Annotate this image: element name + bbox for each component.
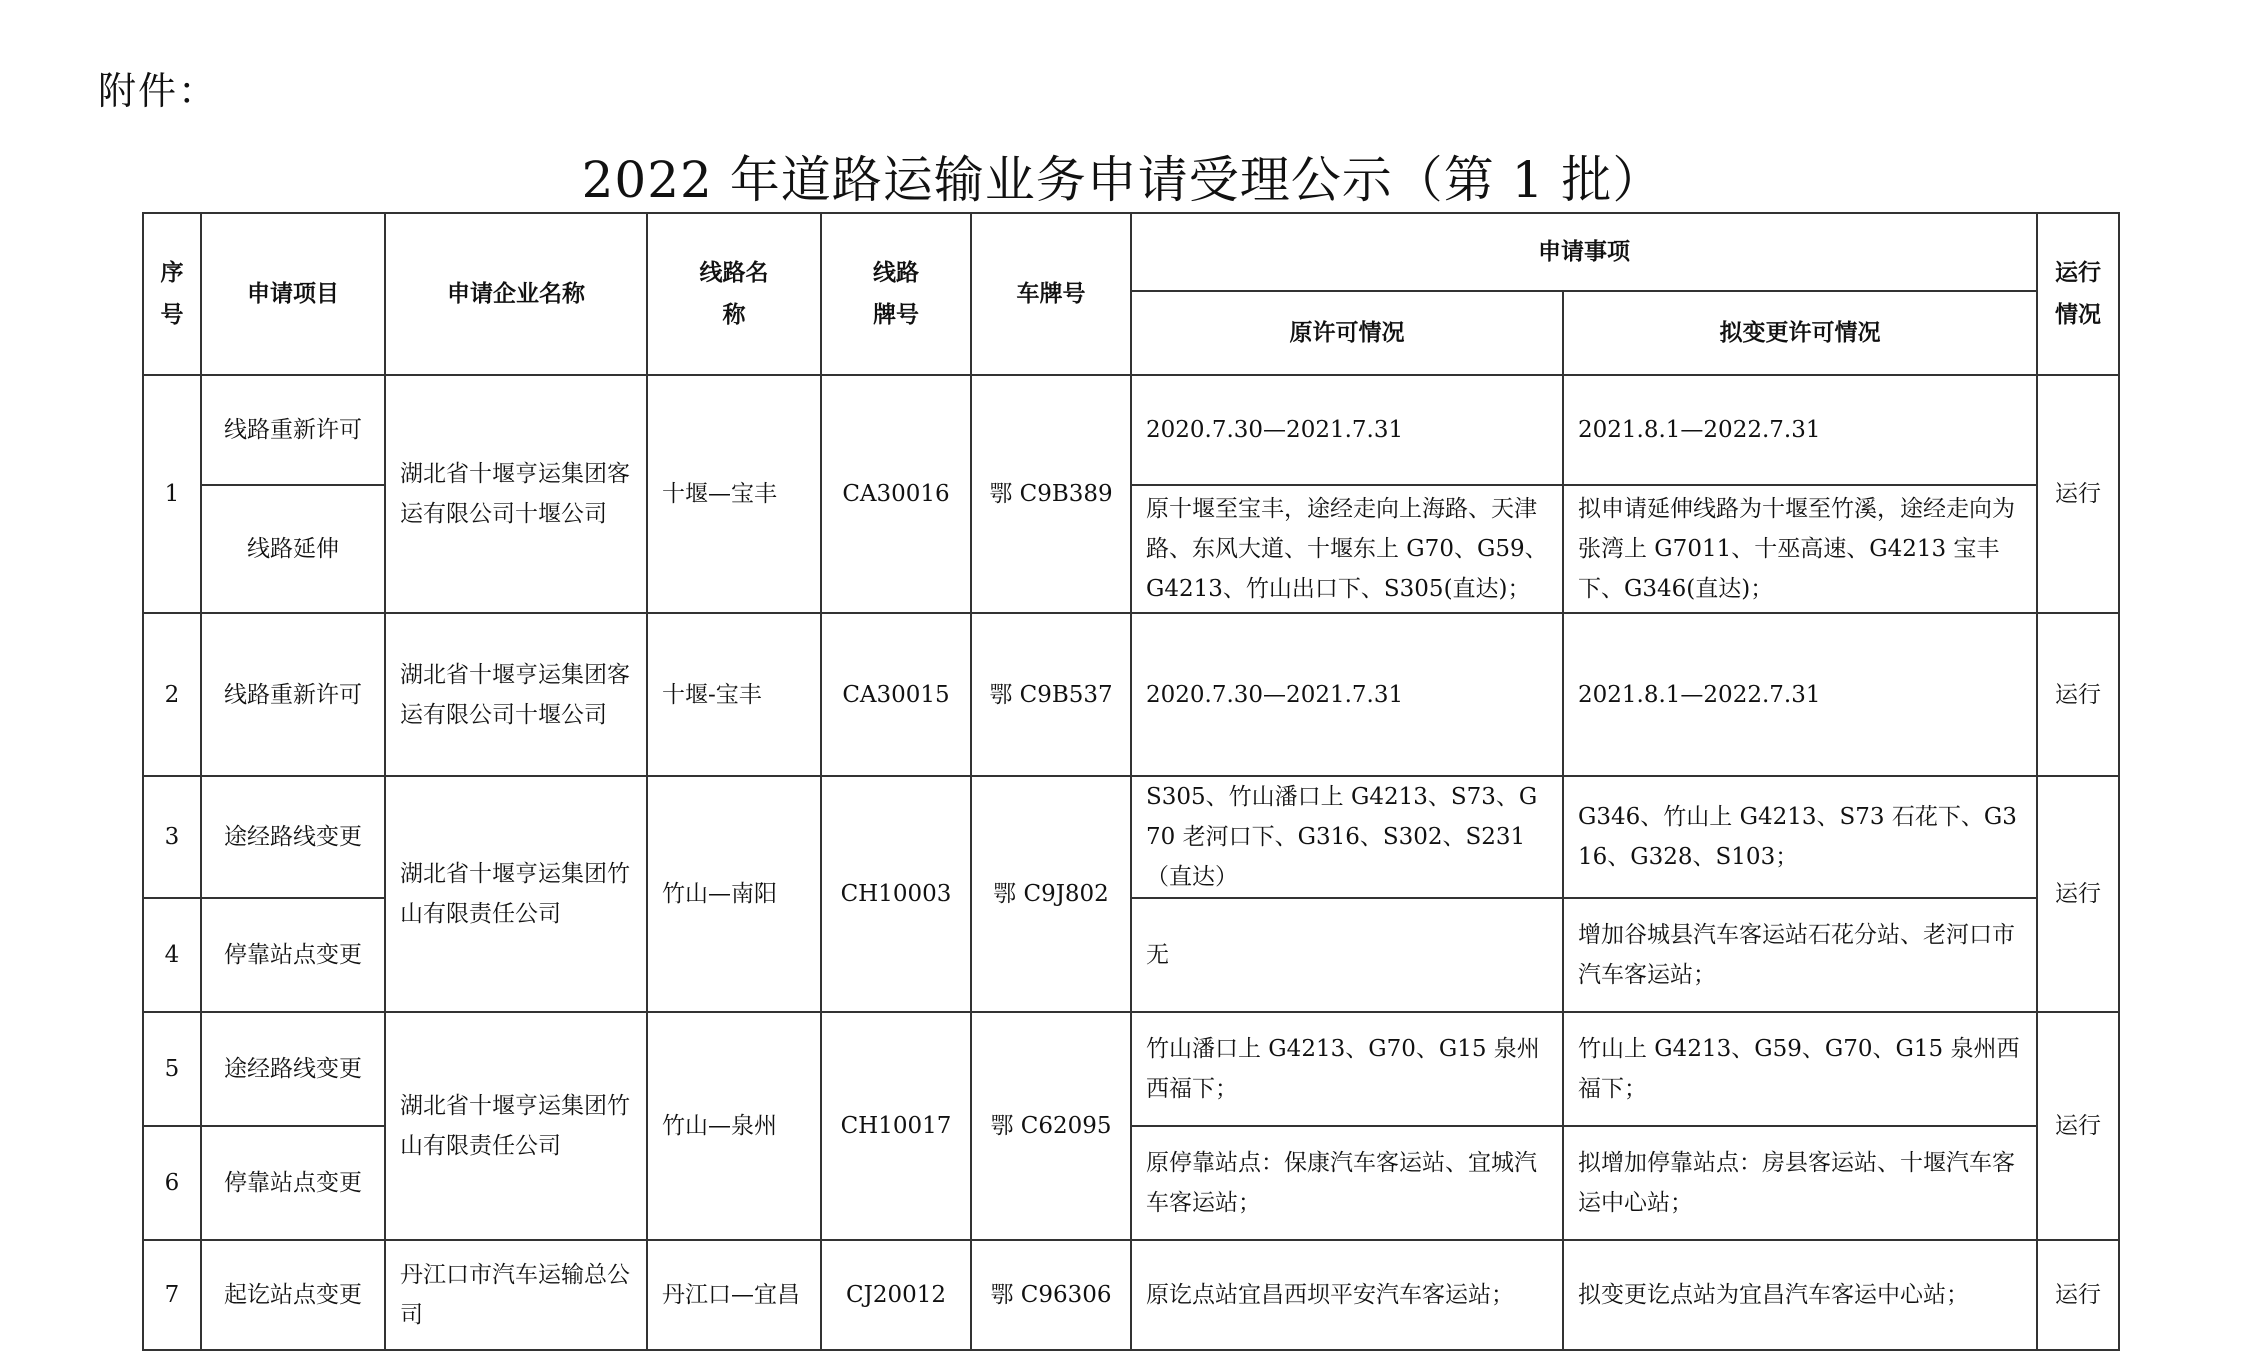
- cell-original: 2020.7.30—2021.7.31: [1131, 375, 1563, 485]
- table-row: [143, 613, 2119, 776]
- header-project: 申请项目: [201, 213, 385, 375]
- cell-status: 运行: [2037, 1012, 2119, 1240]
- cell-company: 湖北省十堰亨运集团竹山有限责任公司: [385, 776, 647, 1012]
- header-status: 运行情况: [2037, 213, 2119, 375]
- cell-seq: 2: [143, 613, 201, 776]
- cell-project: 线路重新许可: [201, 375, 385, 485]
- cell-plate: 鄂 C9B389: [971, 375, 1131, 613]
- cell-company: 丹江口市汽车运输总公司: [385, 1240, 647, 1350]
- cell-project: 途经路线变更: [201, 776, 385, 898]
- cell-proposed: 拟增加停靠站点：房县客运站、十堰汽车客运中心站；: [1563, 1126, 2037, 1240]
- cell-original: 原停靠站点：保康汽车客运站、宜城汽车客运站；: [1131, 1126, 1563, 1240]
- header-route-no: 线路牌号: [821, 213, 971, 375]
- cell-project: 途经路线变更: [201, 1012, 385, 1126]
- cell-company: 湖北省十堰亨运集团竹山有限责任公司: [385, 1012, 647, 1240]
- cell-original: 2020.7.30—2021.7.31: [1131, 613, 1563, 776]
- cell-seq: 6: [143, 1126, 201, 1240]
- page-title: 2022 年道路运输业务申请受理公示（第 1 批）: [581, 151, 1664, 209]
- table-row: [143, 1240, 2119, 1350]
- cell-route-no: CA30015: [821, 613, 971, 776]
- cell-project: 起讫站点变更: [201, 1240, 385, 1350]
- cell-status: 运行: [2037, 776, 2119, 1012]
- cell-status: 运行: [2037, 1240, 2119, 1350]
- cell-status: 运行: [2037, 613, 2119, 776]
- cell-project: 线路延伸: [201, 485, 385, 613]
- cell-route-name: 十堰-宝丰: [647, 613, 821, 776]
- cell-route-no: CA30016: [821, 375, 971, 613]
- header-matters: 申请事项: [1131, 213, 2037, 291]
- cell-project: 停靠站点变更: [201, 898, 385, 1012]
- cell-company: 湖北省十堰亨运集团客运有限公司十堰公司: [385, 375, 647, 613]
- cell-seq: 3: [143, 776, 201, 898]
- cell-proposed: 增加谷城县汽车客运站石花分站、老河口市汽车客运站；: [1563, 898, 2037, 1012]
- cell-proposed: 拟变更讫点站为宜昌汽车客运中心站；: [1563, 1240, 2037, 1350]
- attachment-label: 附件：: [98, 69, 219, 113]
- cell-project: 停靠站点变更: [201, 1126, 385, 1240]
- cell-project: 线路重新许可: [201, 613, 385, 776]
- cell-proposed: G346、竹山上 G4213、S73 石花下、G316、G328、S103；: [1563, 776, 2037, 898]
- cell-company: 湖北省十堰亨运集团客运有限公司十堰公司: [385, 613, 647, 776]
- cell-route-no: CJ20012: [821, 1240, 971, 1350]
- header-proposed: 拟变更许可情况: [1563, 291, 2037, 375]
- application-table: [142, 212, 2120, 1351]
- cell-route-name: 十堰—宝丰: [647, 375, 821, 613]
- table-row: [143, 1012, 2119, 1126]
- header-seq: 序号: [143, 213, 201, 375]
- cell-proposed: 拟申请延伸线路为十堰至竹溪，途经走向为张湾上 G7011、十巫高速、G4213 宝丰下、G346(直达)；: [1563, 485, 2037, 613]
- cell-original: 原讫点站宜昌西坝平安汽车客运站；: [1131, 1240, 1563, 1350]
- header-route-name: 线路名称: [647, 213, 821, 375]
- cell-plate: 鄂 C62095: [971, 1012, 1131, 1240]
- cell-proposed: 竹山上 G4213、G59、G70、G15 泉州西福下；: [1563, 1012, 2037, 1126]
- cell-route-name: 竹山—泉州: [647, 1012, 821, 1240]
- cell-seq: 4: [143, 898, 201, 1012]
- cell-route-no: CH10003: [821, 776, 971, 1012]
- cell-seq: 1: [143, 375, 201, 613]
- cell-route-no: CH10017: [821, 1012, 971, 1240]
- cell-status: 运行: [2037, 375, 2119, 613]
- cell-original: 原十堰至宝丰，途经走向上海路、天津路、东风大道、十堰东上 G70、G59、G4213、竹山出口下、S305(直达)；: [1131, 485, 1563, 613]
- cell-proposed: 2021.8.1—2022.7.31: [1563, 613, 2037, 776]
- table-row: [143, 375, 2119, 485]
- header-plate: 车牌号: [971, 213, 1131, 375]
- cell-seq: 7: [143, 1240, 201, 1350]
- cell-original: 竹山潘口上 G4213、G70、G15 泉州西福下；: [1131, 1012, 1563, 1126]
- cell-original: S305、竹山潘口上 G4213、S73、G70 老河口下、G316、S302、S231（直达）: [1131, 776, 1563, 898]
- cell-route-name: 竹山—南阳: [647, 776, 821, 1012]
- header-company: 申请企业名称: [385, 213, 647, 375]
- cell-route-name: 丹江口—宜昌: [647, 1240, 821, 1350]
- cell-plate: 鄂 C96306: [971, 1240, 1131, 1350]
- cell-proposed: 2021.8.1—2022.7.31: [1563, 375, 2037, 485]
- cell-seq: 5: [143, 1012, 201, 1126]
- cell-plate: 鄂 C9J802: [971, 776, 1131, 1012]
- cell-original: 无: [1131, 898, 1563, 1012]
- table-row: [143, 776, 2119, 898]
- header-original: 原许可情况: [1131, 291, 1563, 375]
- cell-plate: 鄂 C9B537: [971, 613, 1131, 776]
